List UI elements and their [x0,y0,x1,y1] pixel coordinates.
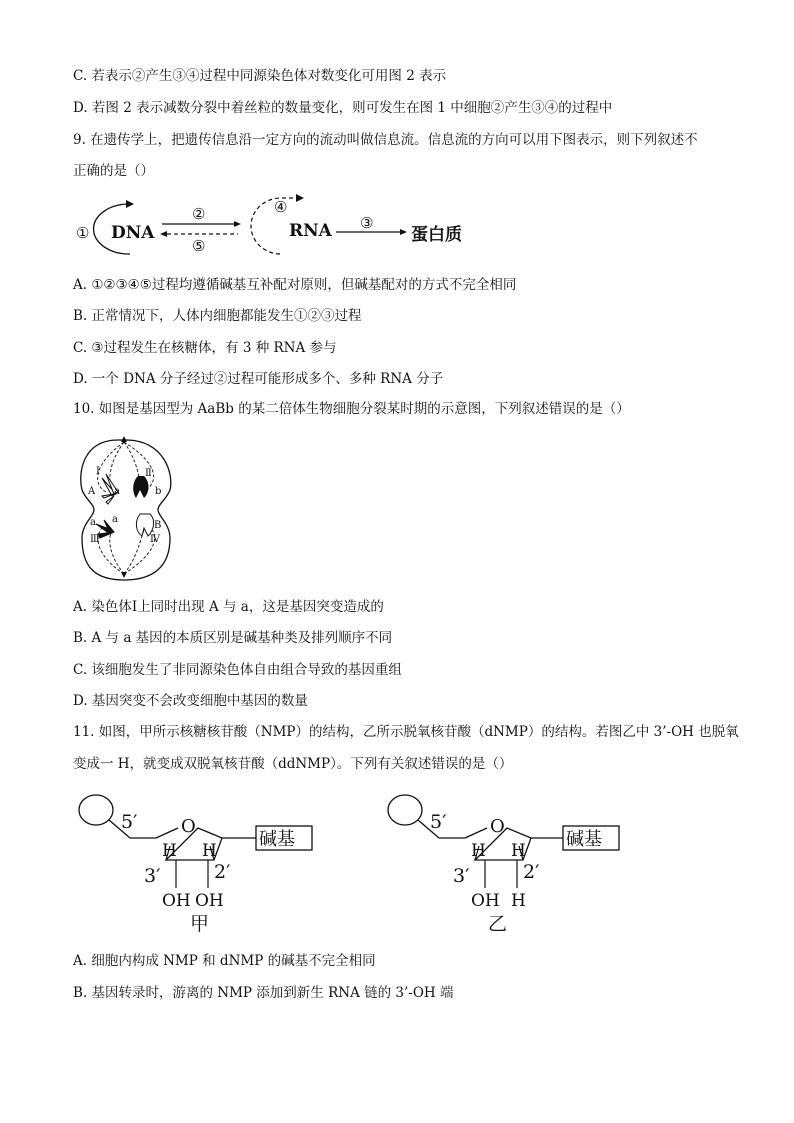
caption-jia: 甲 [190,913,210,935]
option-11b: B. 基因转录时，游离的 NMP 添加到新生 RNA 链的 3’-OH 端 [73,985,454,1001]
base-label: 碱基 [259,829,295,850]
question-9-stem-2: 正确的是（） [73,163,154,179]
option-9c: C. ③过程发生在核糖体，有 3 种 RNA 参与 [73,340,337,356]
carbon-2-label: 2′ [214,861,231,883]
gene-a-label-1: a [114,486,120,497]
nmp-structure-diagram [74,790,324,938]
gene-B-label: B [154,520,162,531]
info-flow-diagram [70,192,490,268]
circle-5-label: ⑤ [192,237,206,255]
option-9b: B. 正常情况下，人体内细胞都能发生①②③过程 [73,308,362,324]
base-label: 碱基 [566,829,602,850]
oh-2-label: OH [195,891,224,911]
h-3-label: H [162,841,177,861]
chromosome-I-label: Ⅰ [96,466,100,477]
h-2-bottom-label: H [511,891,526,911]
option-10a: A. 染色体Ⅰ上同时出现 A 与 a，这是基因突变造成的 [73,599,384,615]
dna-label: DNA [111,223,155,243]
ring-oxygen-label: O [490,816,505,837]
caption-yi: 乙 [488,913,508,935]
oh-3-label: OH [162,891,191,911]
dnmp-structure-diagram [383,790,633,938]
circle-1-label: ① [76,224,90,242]
circle-4-label: ④ [274,198,288,216]
rna-label: RNA [289,221,332,241]
gene-a-label-3: a [112,514,118,525]
option-10c: C. 该细胞发生了非同源染色体自由组合导致的基因重组 [73,662,402,678]
question-11-stem-2: 变成一 H，就变成双脱氧核苷酸（ddNMP）。下列有关叙述错误的是（） [73,756,513,772]
circle-3-label: ③ [360,214,374,232]
oh-3-label: OH [471,891,500,911]
carbon-3-label: 3′ [453,865,470,887]
cell-division-diagram [74,434,178,586]
option-11a: A. 细胞内构成 NMP 和 dNMP 的碱基不完全相同 [73,953,376,969]
gene-a-label-2: a [90,517,96,528]
gene-A-label: A [88,486,96,497]
option-10d: D. 基因突变不会改变细胞中基因的数量 [73,693,308,709]
option-9a: A. ①②③④⑤过程均遵循碱基互补配对原则，但碱基配对的方式不完全相同 [73,277,517,293]
option-8c: C. 若表示②产生③④过程中同源染色体对数变化可用图 2 表示 [73,68,447,84]
protein-label: 蛋白质 [411,225,462,245]
carbon-2-label: 2′ [523,861,540,883]
gene-b-label: b [155,486,162,497]
option-9d: D. 一个 DNA 分子经过②过程可能形成多个、多种 RNA 分子 [73,371,444,387]
carbon-5-label: 5′ [121,811,138,833]
option-8d: D. 若图 2 表示减数分裂中着丝粒的数量变化，则可发生在图 1 中细胞②产生③④的过程中 [73,100,613,116]
h-2-label: H [202,841,217,861]
question-11-stem-1: 11. 如图，甲所示核糖核苷酸（NMP）的结构，乙所示脱氧核苷酸（dNMP）的结构。若图乙中 3’-OH 也脱氧 [73,724,739,740]
chromosome-II-label: Ⅱ [145,468,152,479]
carbon-3-label: 3′ [144,865,161,887]
h-3-label: H [471,841,486,861]
h-2-label: H [511,841,526,861]
option-10b: B. A 与 a 基因的本质区别是碱基种类及排列顺序不同 [73,630,393,646]
carbon-5-label: 5′ [430,811,447,833]
question-9-stem-1: 9. 在遗传学上，把遗传信息沿一定方向的流动叫做信息流。信息流的方向可以用下图表示，则下列叙述不 [73,132,698,148]
question-10-stem: 10. 如图是基因型为 AaBb 的某二倍体生物细胞分裂某时期的示意图，下列叙述错误的是（） [73,401,630,417]
chromosome-IV-label: Ⅳ [150,534,160,545]
circle-2-label: ② [192,205,206,223]
ring-oxygen-label: O [181,816,196,837]
chromosome-III-label: Ⅲ [90,534,100,545]
